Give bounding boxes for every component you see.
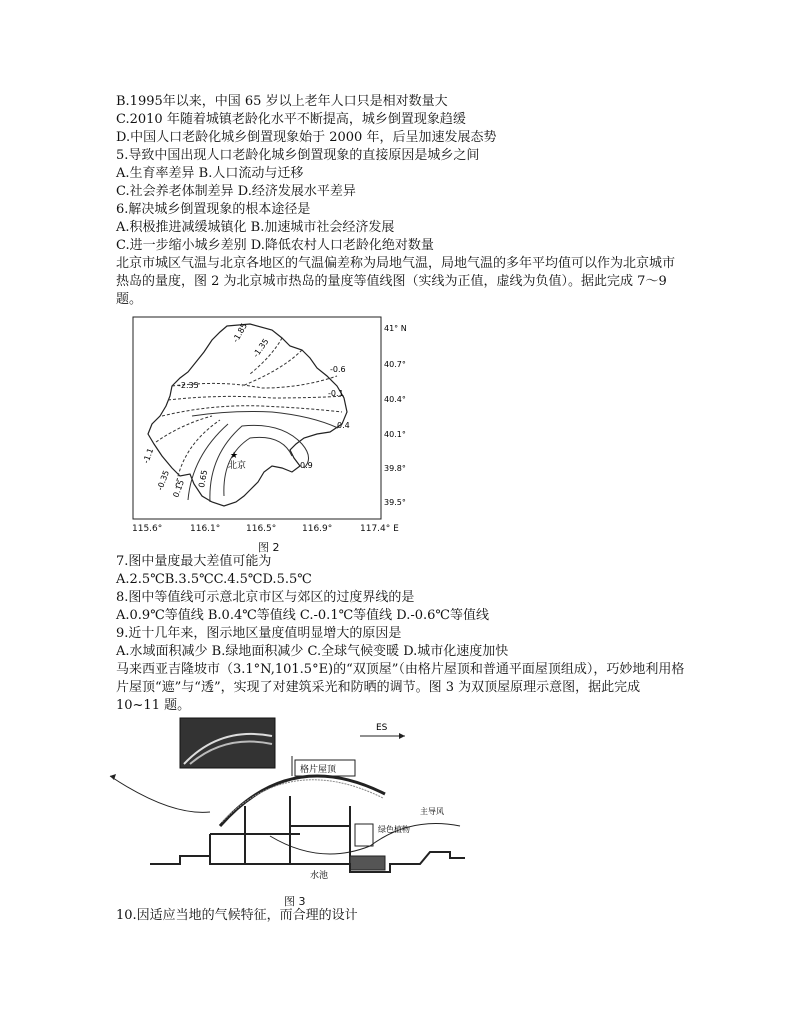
city-label: 北京 [228,461,247,471]
question-5-options-cd: C.社会养老体制差异 D.经济发展水平差异 [116,184,356,199]
question-8-options: A.0.9℃等值线 B.0.4℃等值线 C.-0.1℃等值线 D.-0.6℃等值线 [116,608,489,623]
city-marker: ★ [230,451,239,461]
isoline [192,412,338,429]
iso-label: -0.1 [328,389,344,398]
airflow-left [110,776,210,812]
iso-label: -0.35 [155,469,171,492]
option-b: B.1995年以来，中国 65 岁以上老年人口只是相对数量大 [116,94,448,109]
lat-label: 39.8° [384,464,406,473]
lon-label: 117.4° E [360,524,399,534]
question-6-options-cd: C.进一步缩小城乡差别 D.降低农村人口老龄化绝对数量 [116,238,434,253]
isoline [210,425,309,502]
question-8: 8.图中等值线可示意北京市区与郊区的过度界线的是 [116,590,415,605]
option-c: C.2010 年随着城镇老龄化水平不断提高，城乡倒置现象趋缓 [116,112,466,127]
pool [350,856,385,870]
iso-label: 0.4 [337,421,350,430]
lat-label: 40.7° [384,360,406,369]
figure-3-caption: 图 3 [284,895,306,908]
roof-label: 格片屋顶 [300,765,337,775]
lat-label: 39.5° [384,498,406,507]
green-plant [355,824,373,846]
figure-2-caption: 图 2 [258,541,280,554]
lat-label: 41° N [384,324,407,333]
direction-label: ES [376,723,388,733]
question-10: 10.因适应当地的气候特征，而合理的设计 [116,908,358,923]
lon-label: 116.5° [246,524,277,534]
iso-label: -2.35 [178,381,199,390]
question-5: 5.导致中国出现人口老龄化城乡倒置现象的直接原因是城乡之间 [116,148,480,163]
iso-label: -1.35 [251,337,271,360]
question-7-options: A.2.5℃B.3.5℃C.4.5℃D.5.5℃ [116,572,312,587]
iso-label: 0.65 [197,469,210,489]
question-7: 7.图中量度最大差值可能为 [116,554,272,569]
isoline [242,350,302,386]
isoline [168,396,344,400]
ground-line [150,852,465,872]
question-6-options-ab: A.积极推进减缓城镇化 B.加速城市社会经济发展 [116,220,395,235]
iso-label: -1.85 [230,321,250,344]
question-9-options: A.水域面积减少 B.绿地面积减少 C.全球气候变暖 D.城市化速度加快 [116,644,509,659]
lon-label: 116.9° [302,524,333,534]
wind-label: 主导风 [420,807,444,816]
question-5-options-ab: A.生育率差异 B.人口流动与迁移 [116,166,304,181]
intro-paragraph-1: 北京市城区气温与北京各地区的气温偏差称为局地气温，局地气温的多年平均值可以作为北京城市热岛的量度，图 2 为北京城市热岛的量度等值线图（实线为正值，虚线为负值）。据此完成 7～9 题。 [116,256,676,307]
lat-label: 40.1° [384,430,406,439]
iso-label: -1.1 [141,446,156,465]
lon-label: 115.6° [132,524,163,534]
plant-label: 绿色植物 [378,825,410,834]
double-roof-diagram [150,716,465,886]
heat-island-map [132,316,407,524]
isoline [156,416,212,442]
isoline [162,406,342,416]
question-9: 9.近十几年来，图示地区量度值明显增大的原因是 [116,626,402,641]
option-d: D.中国人口老龄化城乡倒置现象始于 2000 年，后呈加速发展态势 [116,130,497,145]
iso-label: 0.15 [171,478,186,499]
intro-paragraph-2: 马来西亚吉隆坡市（3.1°N,101.5°E)的“双顶屋”（由格片屋顶和普通平面屋顶组成），巧妙地利用格片屋顶“遮”与“透”，实现了对建筑采光和防晒的调节。图 3 为双顶屋原理示意图，据此完成 10~11 题。 [116,662,685,713]
lat-label: 40.4° [384,395,406,404]
isoline [188,424,228,500]
pool-label: 水池 [310,871,329,881]
iso-label: 0.9 [300,461,313,470]
question-6: 6.解决城乡倒置现象的根本途径是 [116,202,311,217]
lon-label: 116.1° [190,524,221,534]
iso-label: -0.6 [330,365,346,374]
